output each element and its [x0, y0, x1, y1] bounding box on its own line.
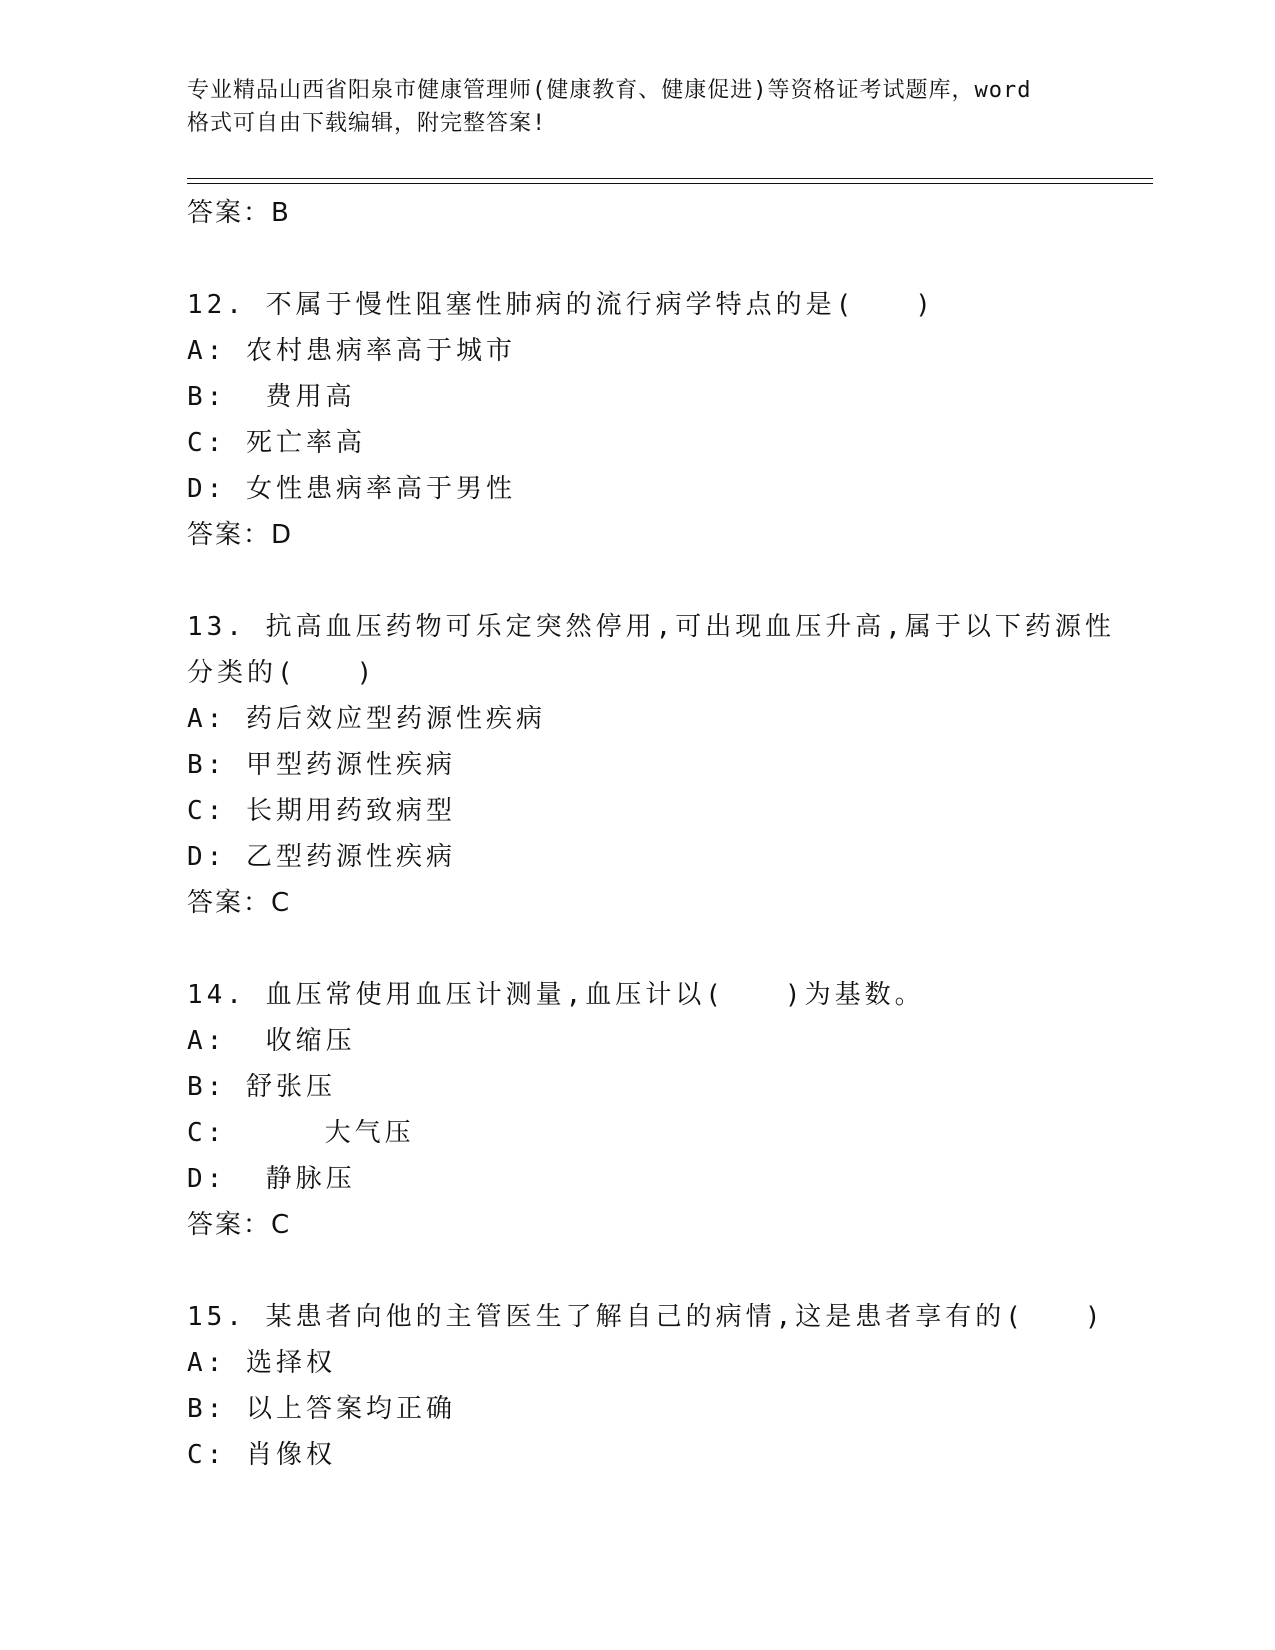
- answer-line: 答案：C: [187, 888, 292, 918]
- option-c: C: 长期用药致病型: [187, 796, 456, 826]
- option-b: B: 舒张压: [187, 1072, 336, 1102]
- option-c: C: 大气压: [187, 1118, 415, 1148]
- question-15: [187, 1294, 1147, 1478]
- option-d: D: 静脉压: [187, 1164, 356, 1194]
- header-line-1: 专业精品山西省阳泉市健康管理师(健康教育、健康促进)等资格证考试题库，word: [187, 78, 1032, 103]
- question-13: [187, 604, 1147, 926]
- header-divider-top: [187, 178, 1153, 179]
- spacer: [187, 236, 1147, 282]
- option-d: D: 女性患病率高于男性: [187, 474, 516, 504]
- question-12: [187, 282, 1147, 558]
- answer-line: 答案：C: [187, 1210, 292, 1240]
- header-divider-bottom: [187, 183, 1153, 184]
- spacer: [187, 926, 1147, 972]
- question-list: [187, 190, 1147, 1478]
- question-text: 14. 血压常使用血压计测量,血压计以( )为基数。: [187, 980, 925, 1010]
- option-b: B: 甲型药源性疾病: [187, 750, 456, 780]
- question-text-line-1: 13. 抗高血压药物可乐定突然停用,可出现血压升高,属于以下药源性: [187, 612, 1115, 642]
- question-text-line-2: 分类的( ): [187, 658, 377, 688]
- option-b: B: 以上答案均正确: [187, 1394, 456, 1424]
- question-14: [187, 972, 1147, 1248]
- option-d: D: 乙型药源性疾病: [187, 842, 456, 872]
- spacer: [187, 1248, 1147, 1294]
- question-text: 15. 某患者向他的主管医生了解自己的病情,这是患者享有的( ): [187, 1302, 1105, 1332]
- answer-line: 答案：B: [187, 198, 291, 228]
- option-c: C: 死亡率高: [187, 428, 366, 458]
- option-a: A: 药后效应型药源性疾病: [187, 704, 546, 734]
- spacer: [187, 558, 1147, 604]
- option-a: A: 收缩压: [187, 1026, 356, 1056]
- option-a: A: 农村患病率高于城市: [187, 336, 516, 366]
- question-text: 12. 不属于慢性阻塞性肺病的流行病学特点的是( ): [187, 290, 935, 320]
- document-header: [187, 74, 1087, 140]
- header-line-2: 格式可自由下载编辑，附完整答案!: [187, 111, 547, 136]
- answer-line: 答案：D: [187, 520, 294, 550]
- option-b: B: 费用高: [187, 382, 356, 412]
- option-a: A: 选择权: [187, 1348, 336, 1378]
- option-c: C: 肖像权: [187, 1440, 336, 1470]
